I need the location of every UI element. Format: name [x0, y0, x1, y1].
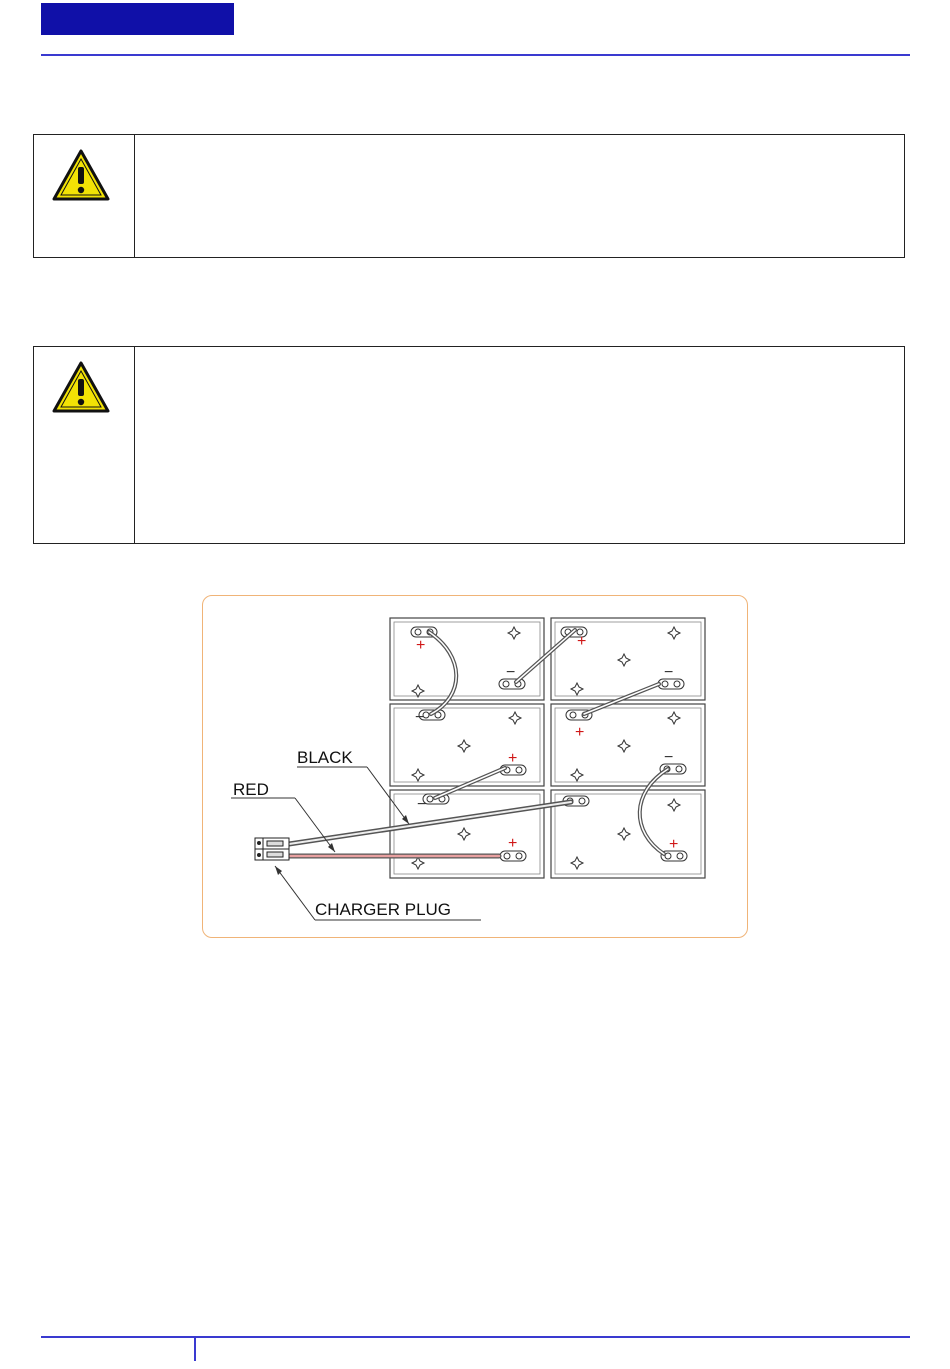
warning-icon	[51, 360, 111, 414]
svg-text:+: +	[577, 633, 587, 650]
header-rule	[41, 54, 910, 56]
svg-text:−: −	[417, 796, 427, 813]
svg-text:+: +	[508, 750, 518, 767]
svg-text:+: +	[575, 724, 585, 741]
warning-box-2	[33, 346, 905, 544]
warning-text-cell	[135, 347, 904, 543]
battery-wiring-diagram	[203, 596, 749, 939]
warning-icon-cell	[34, 135, 135, 257]
warning-box-1	[33, 134, 905, 258]
warning-icon	[51, 148, 111, 202]
svg-text:−: −	[664, 664, 674, 681]
svg-text:+: +	[508, 835, 518, 852]
header-tab	[41, 3, 234, 35]
svg-text:−: −	[415, 709, 425, 726]
battery-grid	[390, 618, 705, 878]
black-label: BLACK	[297, 748, 353, 767]
footer-divider	[194, 1338, 196, 1361]
svg-text:−: −	[664, 749, 674, 766]
footer-rule	[41, 1336, 910, 1338]
charger-plug-label: CHARGER PLUG	[315, 900, 452, 919]
warning-text-cell	[135, 135, 904, 257]
charger-plug	[255, 838, 289, 860]
battery-wiring-figure	[202, 595, 748, 938]
battery-5	[390, 790, 544, 878]
svg-text:+: +	[416, 637, 426, 654]
warning-icon-cell	[34, 347, 135, 543]
svg-text:−: −	[506, 664, 516, 681]
svg-text:+: +	[669, 836, 679, 853]
red-label: RED	[233, 780, 269, 799]
